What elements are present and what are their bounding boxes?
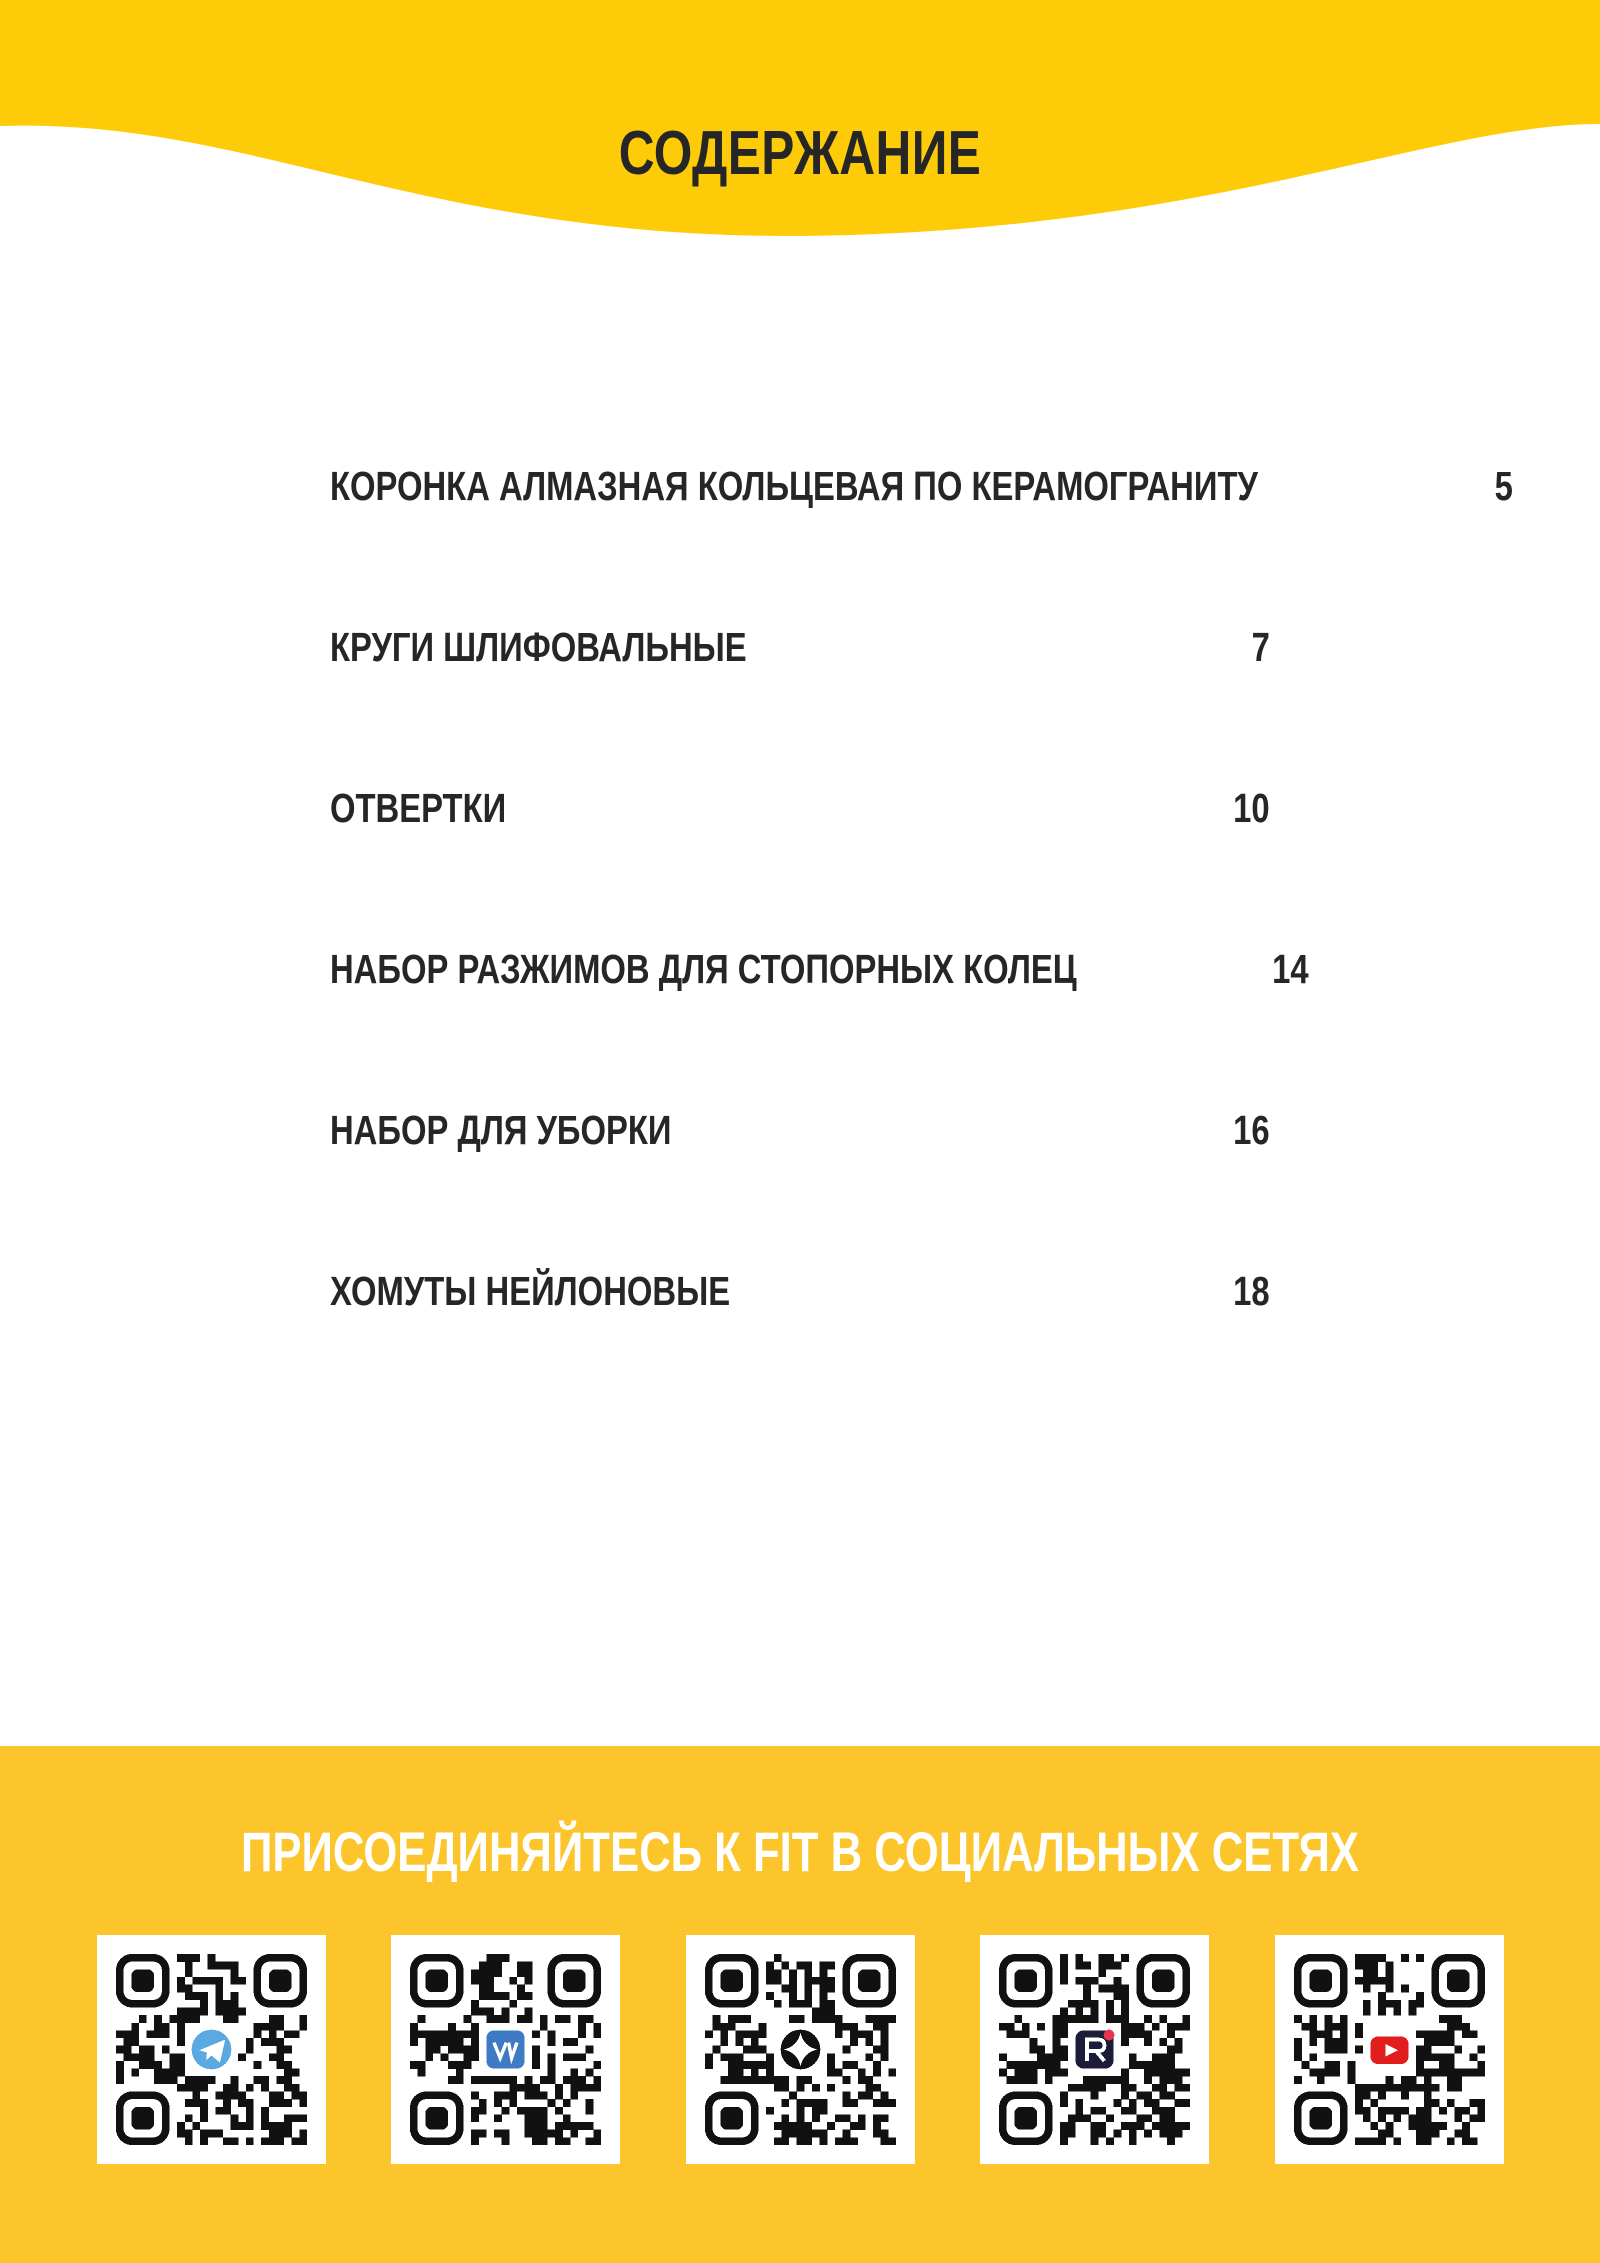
toc-item[interactable] xyxy=(330,445,1513,606)
dzen-qr-code[interactable] xyxy=(686,1935,915,2164)
toc-item-page: 5 xyxy=(1494,463,1513,509)
toc-item[interactable] xyxy=(330,1250,1270,1411)
toc-item-title: НАБОР ДЛЯ УБОРКИ xyxy=(330,1107,672,1153)
qr-pattern xyxy=(705,1954,896,2145)
qr-pattern xyxy=(116,1954,307,2145)
rutube-icon xyxy=(1070,2025,1119,2074)
toc-item-title: НАБОР РАЗЖИМОВ ДЛЯ СТОПОРНЫХ КОЛЕЦ xyxy=(330,946,1077,992)
youtube-icon xyxy=(1365,2025,1414,2074)
qr-pattern xyxy=(410,1954,601,2145)
footer-title: ПРИСОЕДИНЯЙТЕСЬ К FIT В СОЦИАЛЬНЫХ СЕТЯХ xyxy=(240,1820,1360,1883)
rutube-qr-code[interactable] xyxy=(980,1935,1209,2164)
table-of-contents xyxy=(330,445,1513,1411)
dzen-icon xyxy=(776,2025,825,2074)
vk-icon xyxy=(481,2025,530,2074)
vk-qr-code[interactable] xyxy=(391,1935,620,2164)
toc-item[interactable] xyxy=(330,606,1270,767)
toc-item[interactable] xyxy=(330,1089,1270,1250)
toc-item-page: 14 xyxy=(1272,946,1309,992)
youtube-qr-code[interactable] xyxy=(1275,1935,1504,2164)
toc-item-page: 16 xyxy=(1233,1107,1270,1153)
telegram-icon xyxy=(187,2025,236,2074)
page-title: СОДЕРЖАНИЕ xyxy=(618,119,982,188)
toc-item-page: 18 xyxy=(1233,1268,1270,1314)
toc-item-page: 7 xyxy=(1251,624,1270,670)
qr-pattern xyxy=(1294,1954,1485,2145)
toc-item-title: КОРОНКА АЛМАЗНАЯ КОЛЬЦЕВАЯ ПО КЕРАМОГРАНИТУ xyxy=(330,463,1258,509)
toc-item[interactable] xyxy=(330,928,1309,1089)
qr-pattern xyxy=(999,1954,1190,2145)
toc-item-title: ОТВЕРТКИ xyxy=(330,785,507,831)
toc-item-title: КРУГИ ШЛИФОВАЛЬНЫЕ xyxy=(330,624,747,670)
toc-item-page: 10 xyxy=(1233,785,1270,831)
toc-item-title: ХОМУТЫ НЕЙЛОНОВЫЕ xyxy=(330,1268,731,1314)
social-footer xyxy=(0,1746,1600,2263)
telegram-qr-code[interactable] xyxy=(97,1935,326,2164)
toc-item[interactable] xyxy=(330,767,1270,928)
